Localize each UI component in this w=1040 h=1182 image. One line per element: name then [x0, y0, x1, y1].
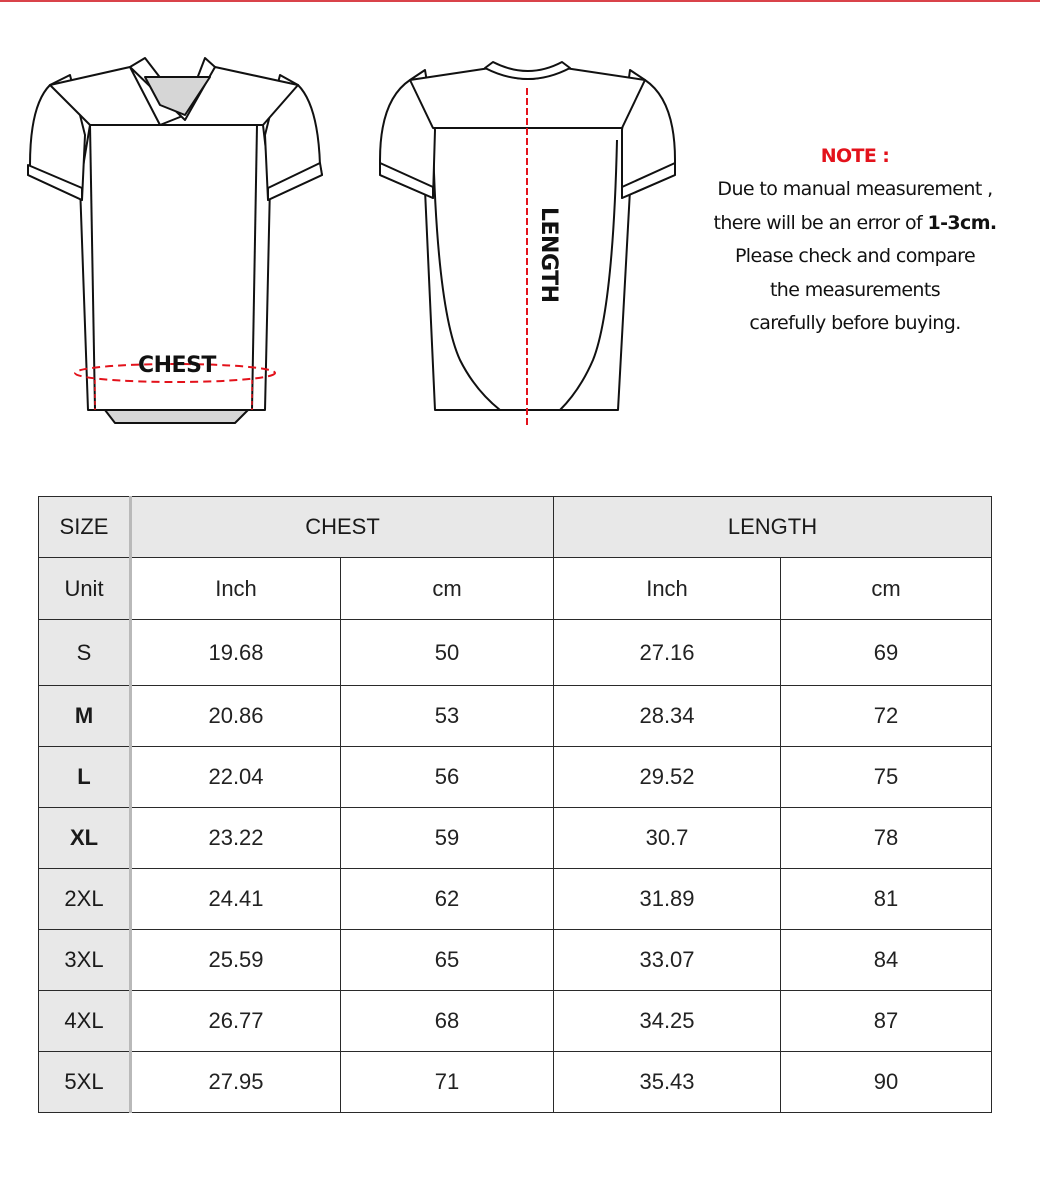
- chest-label: CHEST: [138, 353, 216, 378]
- chest-cm-cell: 68: [341, 991, 554, 1052]
- chest-inch-cell: 20.86: [131, 686, 341, 747]
- chest-cm-cell: 71: [341, 1052, 554, 1113]
- jersey-back-illustration: [375, 60, 705, 435]
- length-inch-cell: 28.34: [554, 686, 781, 747]
- header-chest-cm: cm: [341, 558, 554, 620]
- top-divider: [0, 0, 1040, 2]
- error-range: 1-3cm.: [927, 211, 997, 234]
- size-cell: 3XL: [39, 930, 131, 991]
- header-unit: Unit: [39, 558, 131, 620]
- note-line-3: Please check and compare: [734, 245, 976, 268]
- table-row: [39, 747, 992, 808]
- length-inch-cell: 33.07: [554, 930, 781, 991]
- chest-cm-cell: 56: [341, 747, 554, 808]
- measurement-note: [690, 140, 1020, 340]
- chest-cm-cell: 59: [341, 808, 554, 869]
- length-inch-cell: 31.89: [554, 869, 781, 930]
- length-inch-cell: 30.7: [554, 808, 781, 869]
- size-cell: 4XL: [39, 991, 131, 1052]
- note-title: NOTE :: [820, 145, 890, 167]
- length-cm-cell: 84: [781, 930, 992, 991]
- header-length: LENGTH: [554, 497, 992, 558]
- chest-inch-cell: 25.59: [131, 930, 341, 991]
- chest-inch-cell: 22.04: [131, 747, 341, 808]
- chest-inch-cell: 23.22: [131, 808, 341, 869]
- table-row: [39, 808, 992, 869]
- size-cell: L: [39, 747, 131, 808]
- length-inch-cell: 29.52: [554, 747, 781, 808]
- table-row: [39, 991, 992, 1052]
- note-line-1: Due to manual measurement ,: [717, 178, 993, 201]
- length-inch-cell: 34.25: [554, 991, 781, 1052]
- length-inch-cell: 35.43: [554, 1052, 781, 1113]
- size-cell: XL: [39, 808, 131, 869]
- length-cm-cell: 90: [781, 1052, 992, 1113]
- length-cm-cell: 75: [781, 747, 992, 808]
- header-chest: CHEST: [131, 497, 554, 558]
- chest-inch-cell: 24.41: [131, 869, 341, 930]
- table-row: [39, 930, 992, 991]
- table-row: [39, 869, 992, 930]
- length-inch-cell: 27.16: [554, 620, 781, 686]
- note-line-4: the measurements: [769, 278, 941, 301]
- table-row: [39, 620, 992, 686]
- length-cm-cell: 69: [781, 620, 992, 686]
- size-cell: 5XL: [39, 1052, 131, 1113]
- header-length-cm: cm: [781, 558, 992, 620]
- length-cm-cell: 72: [781, 686, 992, 747]
- length-cm-cell: 78: [781, 808, 992, 869]
- header-chest-inch: Inch: [131, 558, 341, 620]
- table-row: [39, 1052, 992, 1113]
- chest-inch-cell: 26.77: [131, 991, 341, 1052]
- size-cell: S: [39, 620, 131, 686]
- chest-cm-cell: 65: [341, 930, 554, 991]
- length-cm-cell: 81: [781, 869, 992, 930]
- table-header-row: [39, 497, 992, 558]
- size-cell: M: [39, 686, 131, 747]
- length-label: LENGTH: [536, 207, 561, 303]
- note-line-2: there will be an error of 1-3cm.: [713, 211, 997, 234]
- note-line-5: carefully before buying.: [749, 312, 961, 335]
- header-length-inch: Inch: [554, 558, 781, 620]
- chest-inch-cell: 27.95: [131, 1052, 341, 1113]
- chest-cm-cell: 50: [341, 620, 554, 686]
- chest-cm-cell: 53: [341, 686, 554, 747]
- header-size: SIZE: [39, 497, 131, 558]
- table-row: [39, 686, 992, 747]
- jersey-front-illustration: [20, 55, 340, 440]
- chest-cm-cell: 62: [341, 869, 554, 930]
- size-chart-table: [38, 496, 992, 1113]
- size-cell: 2XL: [39, 869, 131, 930]
- chest-inch-cell: 19.68: [131, 620, 341, 686]
- length-cm-cell: 87: [781, 991, 992, 1052]
- table-unit-row: [39, 558, 992, 620]
